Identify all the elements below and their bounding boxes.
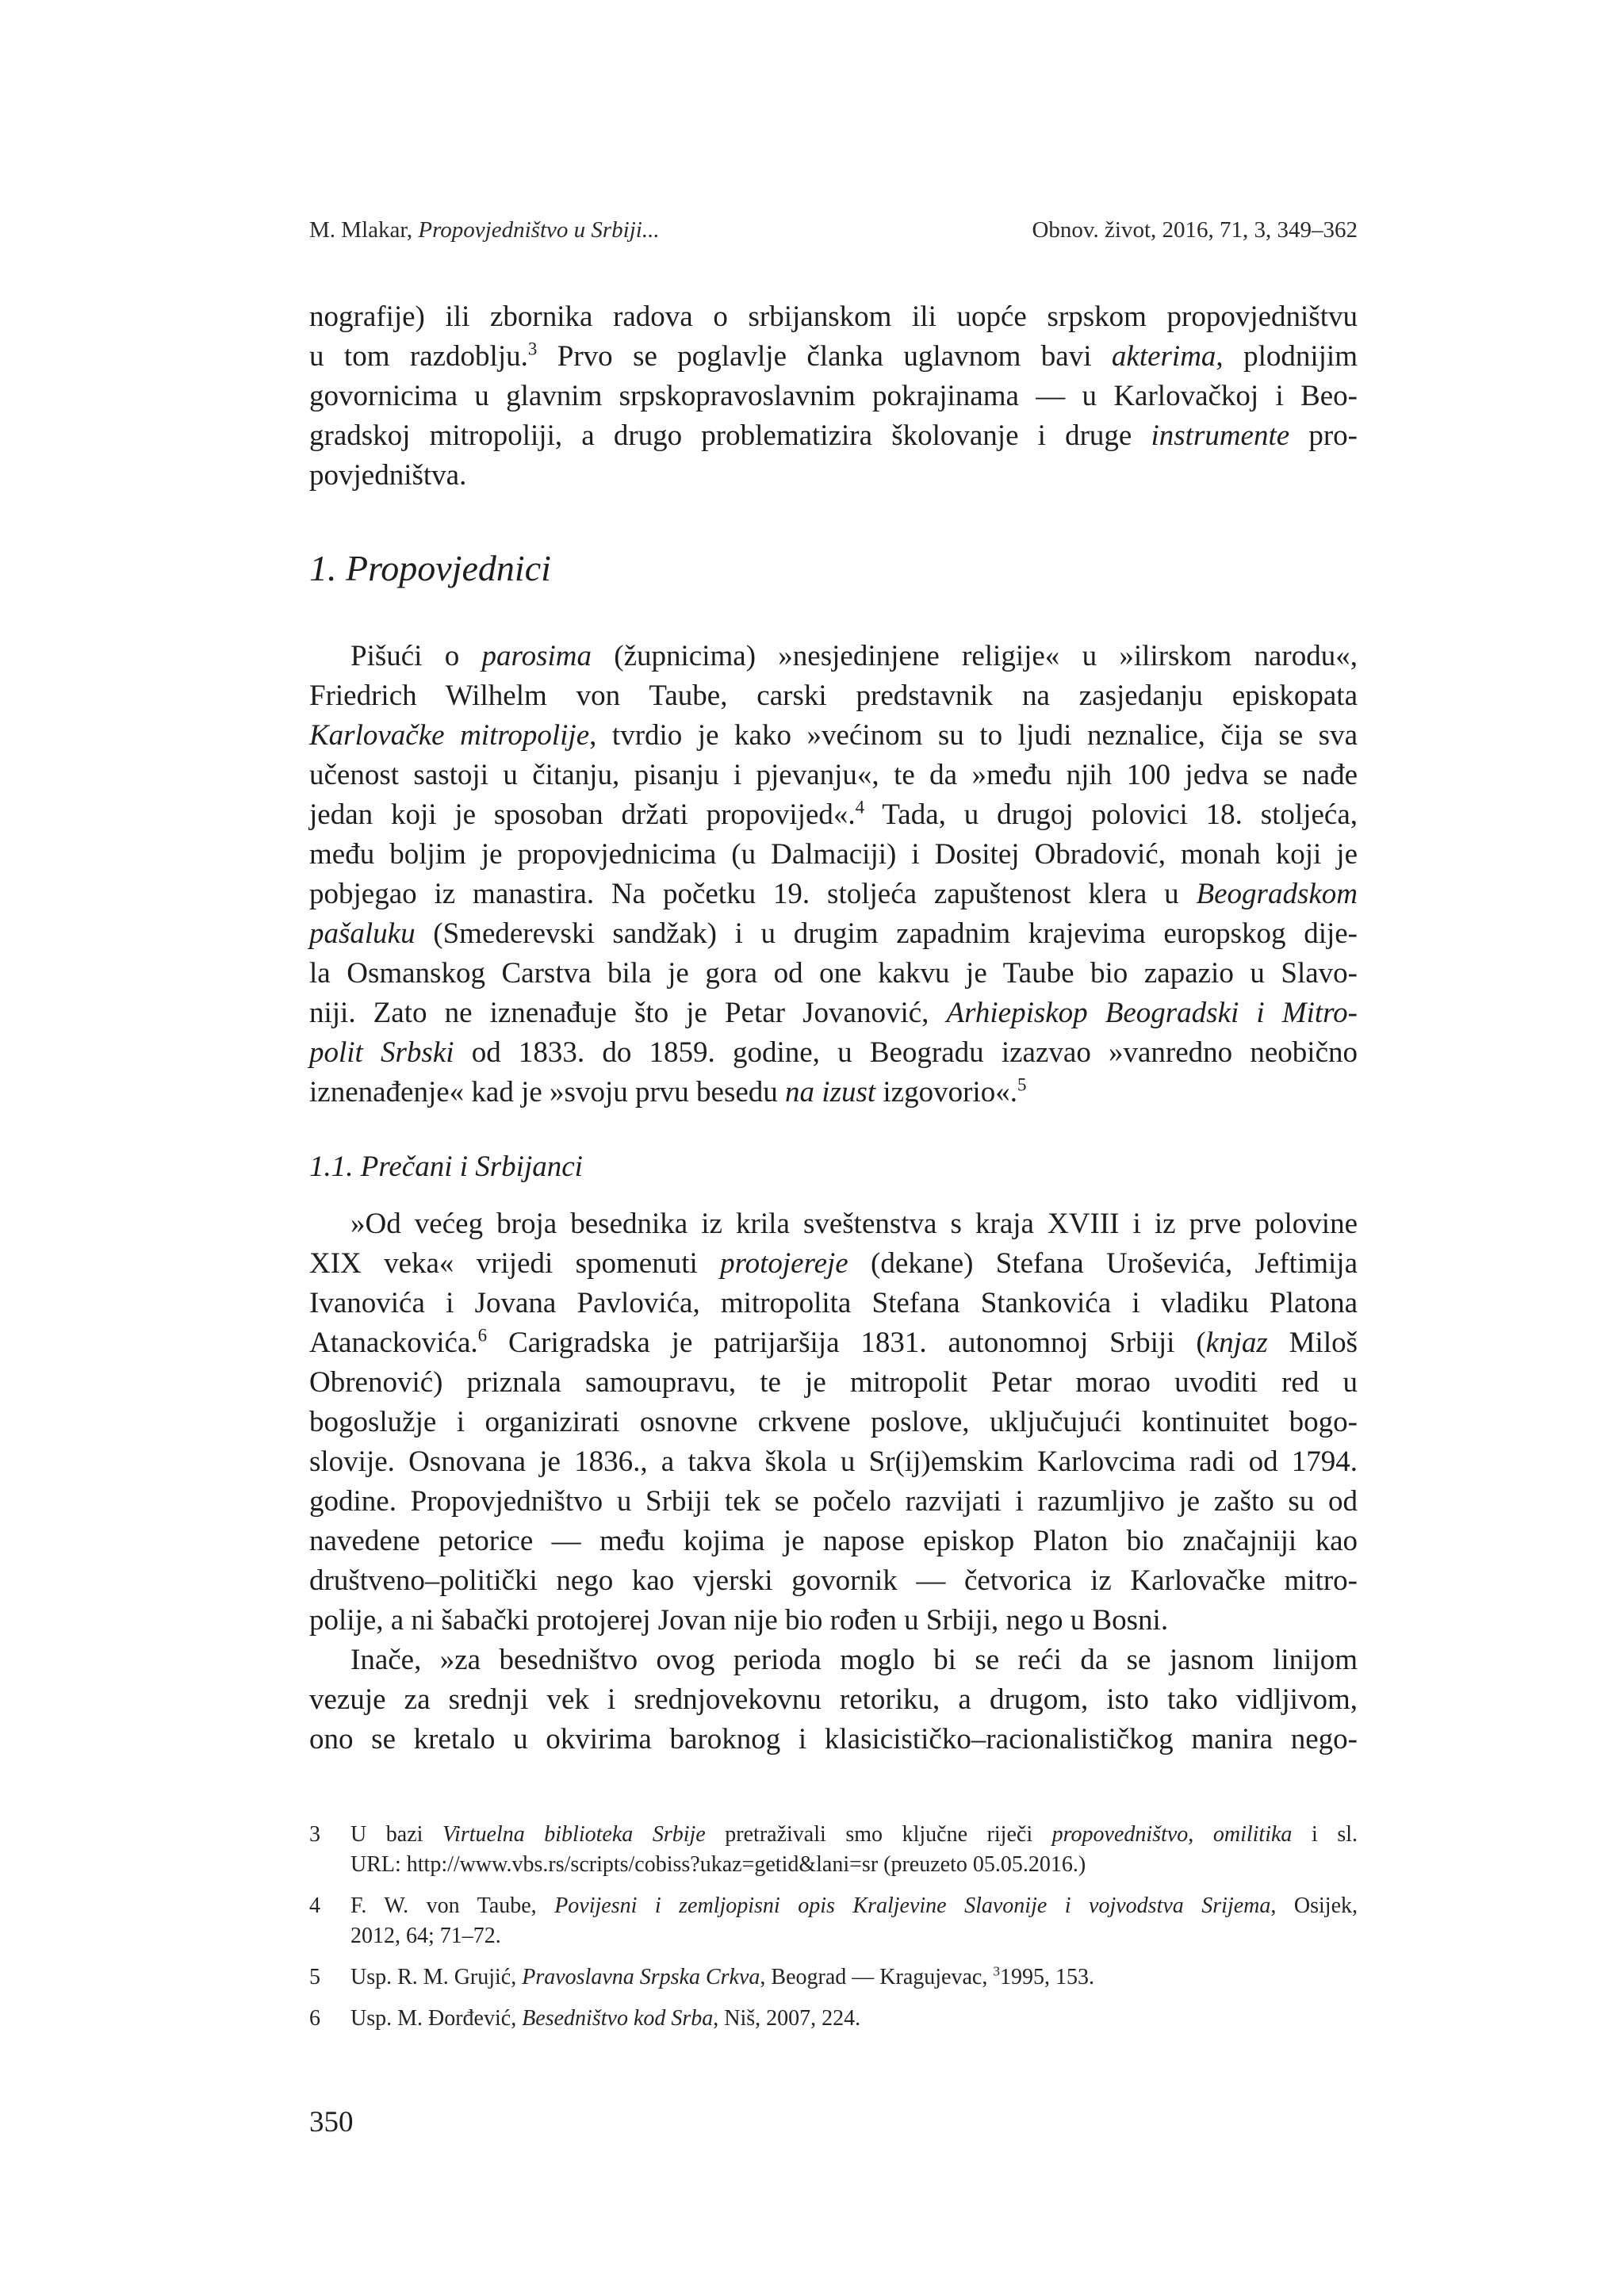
footnote-text: Usp. M. Đorđević, Besedništvo kod Srba, Niš, 2007, 224. <box>350 2006 861 2031</box>
footnote-text: Usp. R. M. Grujić, Pravoslavna Srpska Crkva, Beograd — Kragujevac, $^3$1995, 153. <box>350 1963 1094 1989</box>
footnote-ref[interactable]: 5 <box>1017 1074 1027 1095</box>
text-line: bogoslužje i organizirati osnovne crkvene poslove, uključujući kontinuitet bogo- <box>309 1406 1358 1438</box>
header-short-title: Propovjedništvo u Srbiji... <box>418 217 660 243</box>
text-line: društveno–politički nego kao vjerski govornik — četvorica iz Karlovačke mitro- <box>309 1564 1358 1597</box>
text-line: Inače, »za besedništvo ovog perioda moglo bi se reći da se jasnom linijom <box>350 1644 1358 1676</box>
text-line: Ivanovića i Jovana Pavlovića, mitropolita Stefana Stankovića i vladiku Platona <box>309 1287 1358 1319</box>
section-paragraph <box>309 637 1358 1112</box>
text-line: povjedništva. <box>309 459 467 492</box>
footnote-line: U bazi Virtuelna biblioteka Srbije pretraživali smo ključne riječi propovedništvo, omilitika i sl. <box>350 1822 1358 1847</box>
text-line: navedene petorice — među kojima je napose episkop Platon bio značajniji kao <box>309 1525 1358 1557</box>
running-header <box>309 214 1358 246</box>
subsection-paragraph <box>309 1641 1358 1759</box>
header-citation <box>309 214 660 246</box>
footnote <box>309 1962 1358 1993</box>
text-line: la Osmanskog Carstva bila je gora od one kakvu je Taube bio zapazio u Slavo- <box>309 957 1358 990</box>
footnote-ref[interactable]: 3 <box>527 339 538 359</box>
text-line: Friedrich Wilhelm von Taube, carski predstavnik na zasjedanju episkopata <box>309 680 1358 712</box>
footnote-text <box>350 1891 1358 1951</box>
subsection-paragraph <box>309 1204 1358 1641</box>
footnote-ref[interactable]: 6 <box>477 1325 488 1346</box>
text-line: iznenađenje« kad je »svoju prvu besedu na izust izgovorio«.$^5$ <box>309 1074 1027 1108</box>
text-line: godine. Propovjedništvo u Srbiji tek se počelo razvijati i razumljivo je zašto su od <box>309 1485 1358 1518</box>
text-line: »Od većeg broja besednika iz krila sveštenstva s kraja XVIII i iz prve polovine <box>350 1208 1358 1240</box>
text-line: vezuje za srednji vek i srednjovekovnu retoriku, a drugom, isto tako vidljivom, <box>309 1683 1358 1716</box>
text-line: slovije. Osnovana je 1836., a takva škola u Sr(ij)emskim Karlovcima radi od 1794. <box>309 1445 1358 1478</box>
text-line: Obrenović) priznala samoupravu, te je mitropolit Petar morao uvoditi red u <box>309 1366 1358 1399</box>
footnote-ref[interactable]: 4 <box>855 797 865 817</box>
text-line: nografije) ili zbornika radova o srbijanskom ili uopće srpskom propovjedništvu <box>309 301 1358 333</box>
footnote-line: F. W. von Taube, Povijesni i zemljopisni opis Kraljevine Slavonije i vojvodstva Srijema, Osijek, <box>350 1893 1358 1918</box>
header-author: M. Mlakar, <box>309 217 419 243</box>
article-body <box>309 297 1358 1759</box>
text-line: niji. Zato ne iznenađuje što je Petar Jovanović, Arhiepiskop Beogradski i Mitro- <box>309 997 1358 1029</box>
page-number: 350 <box>309 2106 354 2138</box>
footnote-line <box>350 1850 1358 1880</box>
footnote-number: 3 <box>309 1822 320 1847</box>
text-line: pašaluku (Smederevski sandžak) i u drugim zapadnim krajevima europskog dije- <box>309 917 1358 950</box>
footnote <box>309 1891 1358 1951</box>
text-line: XIX veka« vrijedi spomenuti protojereje (dekane) Stefana Uroševića, Jeftimija <box>309 1247 1358 1280</box>
footnotes <box>309 1820 1358 2045</box>
intro-paragraph <box>309 297 1358 496</box>
footnote-number: 4 <box>309 1893 320 1918</box>
footnote <box>309 2004 1358 2034</box>
footnote-line: 2012, 64; 71–72. <box>350 1924 501 1948</box>
text-line: Pišući o parosima (župnicima) »nesjedinjene religije« u »ilirskom narodu«, <box>350 640 1358 672</box>
subsection-heading: 1.1. Prečani i Srbijanci <box>309 1151 583 1183</box>
section-heading: 1. Propovjednici <box>309 548 551 588</box>
text-line: učenost sastoji u čitanju, pisanju i pjevanju«, te da »među njih 100 jedva se nađe <box>309 759 1358 791</box>
text-line: pobjegao iz manastira. Na početku 19. stoljeća zapuštenost klera u Beogradskom <box>309 878 1358 910</box>
text-line: Karlovačke mitropolije, tvrdio je kako »većinom su to ljudi neznalice, čija se sva <box>309 719 1358 752</box>
footnote-number: 5 <box>309 1965 320 1989</box>
text-line: gradskoj mitropoliji, a drugo problematizira školovanje i druge instrumente pro- <box>309 419 1358 452</box>
text-line: među boljim je propovjednicima (u Dalmaciji) i Dositej Obradović, monah koji je <box>309 838 1358 871</box>
text-line: Atanackovića.$^6$ Carigradska je patrijaršija 1831. autonomnoj Srbiji (knjaz Miloš <box>309 1325 1358 1359</box>
text-line: u tom razdoblju.$^3$ Prvo se poglavlje članka uglavnom bavi akterima, plodnijim <box>309 339 1358 373</box>
text-line: jedan koji je sposoban držati propovijed«.$^4$ Tada, u drugoj polovici 18. stoljeća, <box>309 797 1358 831</box>
footnote-number: 6 <box>309 2006 320 2031</box>
url-link[interactable]: URL: http://www.vbs.rs/scripts/cobiss?ukaz=getid&lani=sr (preuzeto 05.05.2016.) <box>350 1852 1086 1877</box>
text-line: govornicima u glavnim srpskopravoslavnim pokrajinama — u Karlovačkoj i Beo- <box>309 380 1358 412</box>
text-line: polit Srbski od 1833. do 1859. godine, u Beogradu izazvao »vanredno neobično <box>309 1036 1358 1069</box>
footnote-text <box>350 1820 1358 1880</box>
footnote <box>309 1820 1358 1880</box>
text-line: polije, a ni šabački protojerej Jovan nije bio rođen u Srbiji, nego u Bosni. <box>309 1604 1169 1637</box>
header-journal: Obnov. život, 2016, 71, 3, 349–362 <box>1032 217 1358 243</box>
text-line: ono se kretalo u okvirima baroknog i klasicističko–racionalističkog manira nego- <box>309 1723 1358 1756</box>
